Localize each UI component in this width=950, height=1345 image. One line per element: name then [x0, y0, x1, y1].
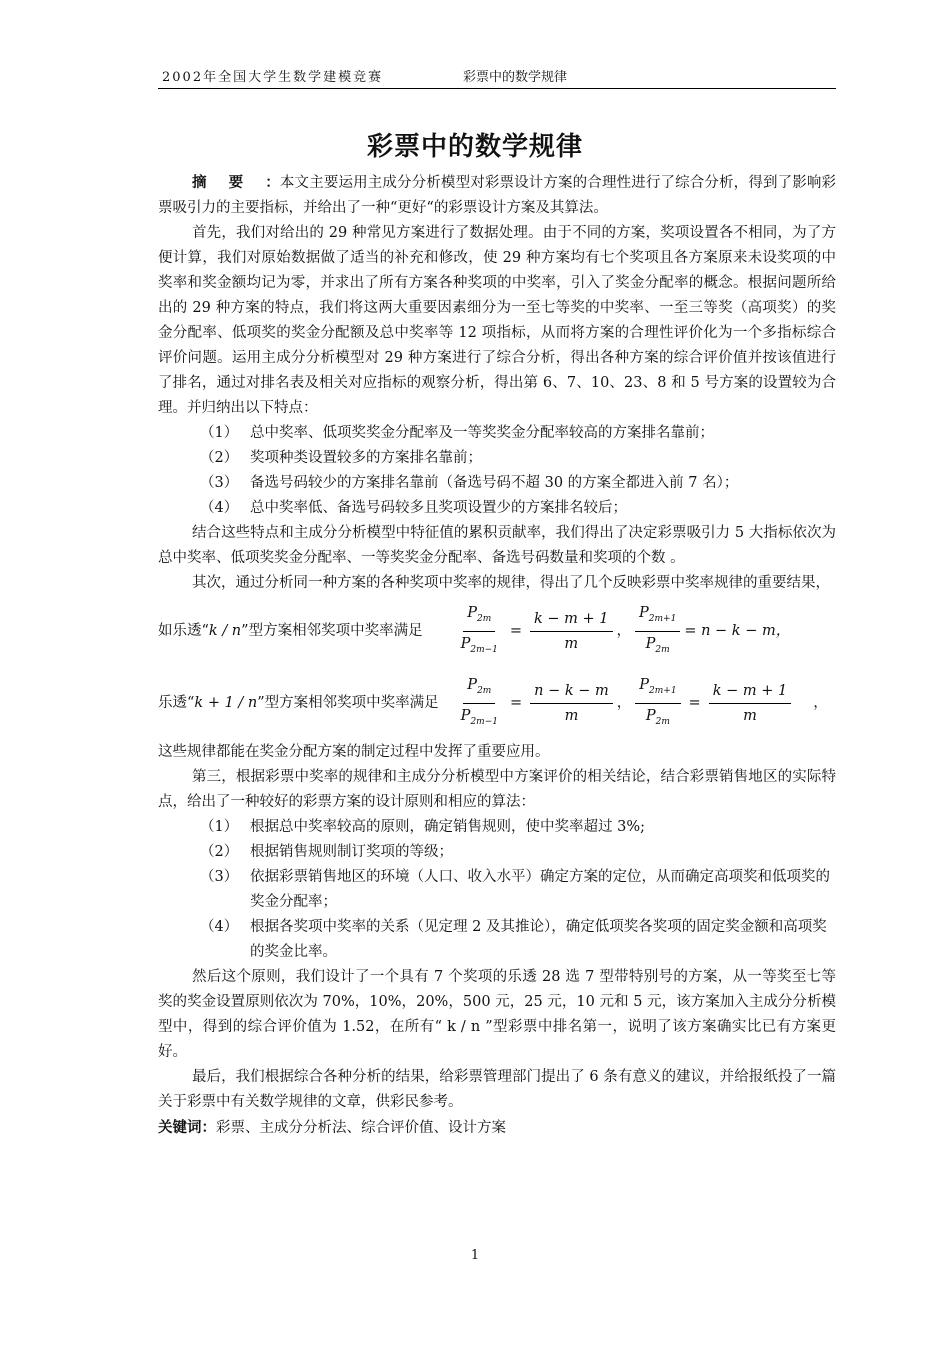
paragraph-7: 最后，我们根据综合各种分析的结果，给彩票管理部门提出了 6 条有意义的建议，并给报纸投了一篇关于彩票中有关数学规律的文章，供彩民参考。	[158, 1069, 836, 1110]
paragraph-5: 第三，根据彩票中奖率的规律和主成分分析模型中方案评价的相关结论，结合彩票销售地区的实际特点，给出了一种较好的彩票方案的设计原则和相应的算法：	[158, 769, 836, 810]
formula-lead: 如乐透“k / n”型方案相邻奖项中奖率满足	[158, 622, 423, 639]
list-number: （1）	[200, 425, 239, 441]
math-expression: $\frac{P_{2m}}{P_{2m-1}}$ = $\frac{k - m + 1}{m}$ ， $\frac{P_{2m+1}}{P_{2m}}$ = n − k − m，	[453, 601, 791, 662]
paragraph-4: 这些规律都能在奖金分配方案的制定过程中发挥了重要应用。	[158, 744, 550, 760]
paragraph-3: 其次，通过分析同一种方案的各种奖项中奖率的规律，得出了几个反映彩票中奖率规律的重要结果，	[192, 575, 830, 591]
page-number: 1	[470, 1248, 480, 1263]
list-number: （2）	[200, 844, 239, 860]
feature-list	[158, 421, 836, 521]
header-competition: 2002年全国大学生数学建模竞赛	[162, 70, 384, 85]
paper-title: 彩票中的数学规律	[366, 132, 583, 162]
header-paper-title: 彩票中的数学规律	[463, 70, 568, 85]
abstract-text: 本文主要运用主成分分析模型对彩票设计方案的合理性进行了综合分析，得到了影响彩票吸引力的主要指标，并给出了一种“更好“的彩票设计方案及其算法。	[158, 175, 837, 216]
list-item	[200, 815, 836, 840]
list-number: （2）	[200, 450, 239, 466]
list-item	[200, 915, 836, 965]
abstract-paragraph	[158, 170, 836, 221]
list-item	[200, 446, 836, 471]
paragraph-1: 首先，我们对给出的 29 种常见方案进行了数据处理。由于不同的方案，奖项设置各不相同，为了方便计算，我们对原始数据做了适当的补充和修改，使 29 种方案均有七个奖项且各方案原来未设奖项的中奖率和奖金额均记为零，并求出了所有方案各种奖项的中奖率，引入了奖金分配率的概念。根据问题所给出的 29 种方案的特点，我们将这两大重要因素细分为一至七等奖的中奖率、一至三等奖（高项奖）的奖金分配率、低项奖的奖金分配额及总中奖率等 12 项指标，从而将方案的合理性评价化为一个多指标综合评价问题。运用主成分分析模型对 29 种方案进行了综合分析，得出各种方案的综合评价值并按该值进行了排名，通过对排名表及相关对应指标的观察分析，得出第 6、7、10、23、8 和 5 号方案的设置较为合理。并归纳出以下特点：	[158, 225, 836, 416]
list-number: （4）	[200, 500, 239, 516]
list-number: （4）	[200, 919, 239, 935]
list-number: （3）	[200, 869, 239, 885]
list-number: （3）	[200, 475, 239, 491]
formula-lead: 乐透“k + 1 / n”型方案相邻奖项中奖率满足	[158, 694, 439, 711]
list-item	[200, 840, 836, 865]
list-item	[200, 471, 836, 496]
list-text: 根据销售规则制订奖项的等级；	[250, 844, 453, 860]
keywords	[158, 1115, 836, 1141]
list-text: 总中奖率、低项奖奖金分配率及一等奖奖金分配率较高的方案排名靠前；	[250, 425, 714, 441]
list-text: 根据各奖项中奖率的关系（见定理 2 及其推论），确定低项奖各奖项的固定奖金额和高项奖的奖金比率。	[250, 919, 827, 960]
paragraph-2: 结合这些特点和主成分分析模型中特征值的累积贡献率，我们得出了决定彩票吸引力 5 大指标依次为总中奖率、低项奖奖金分配率、一等奖奖金分配率、备选号码数量和奖项的个数 。	[158, 525, 836, 566]
abstract-label: 摘要：	[192, 174, 302, 191]
keywords-text: 彩票、主成分分析法、综合评价值、设计方案	[216, 1120, 506, 1136]
running-header	[158, 62, 836, 89]
list-text: 根据总中奖率较高的原则，确定销售规则，使中奖率超过 3%;	[250, 819, 645, 835]
paragraph-6: 然后这个原则，我们设计了一个具有 7 个奖项的乐透 28 选 7 型带特别号的方案，从一等奖至七等奖的奖金设置原则依次为 70%，10%，20%，500 元，25 元，10 元和 5 元，该方案加入主成分分析模型中，得到的综合评价值为 1.52，在所有“ k / n ”型彩票中排名第一，说明了该方案确实比已有方案更好。	[158, 969, 836, 1060]
list-text: 奖项种类设置较多的方案排名靠前；	[250, 450, 482, 466]
list-text: 备选号码较少的方案排名靠前（备选号码不超 30 的方案全都进入前 7 名）；	[250, 475, 739, 491]
list-number: （1）	[200, 819, 239, 835]
list-text: 依据彩票销售地区的环境（人口、收入水平）确定方案的定位，从而确定高项奖和低项奖的奖金分配率；	[250, 869, 830, 910]
list-item	[200, 421, 836, 446]
algorithm-list	[158, 815, 836, 965]
math-expression: $\frac{P_{2m}}{P_{2m-1}}$ = $\frac{n - k - m}{m}$ ， $\frac{P_{2m+1}}{P_{2m}}$ = $\frac{k - m + 1}{m}$ ，	[453, 673, 828, 734]
formula-k-n	[158, 600, 836, 662]
list-item	[200, 496, 836, 521]
formula-k1-n	[158, 672, 836, 734]
list-text: 总中奖率低、备选号码较多且奖项设置少的方案排名较后；	[250, 500, 627, 516]
list-item	[200, 865, 836, 915]
keywords-label: 关键词：	[158, 1119, 216, 1136]
paper-body	[158, 170, 836, 1141]
